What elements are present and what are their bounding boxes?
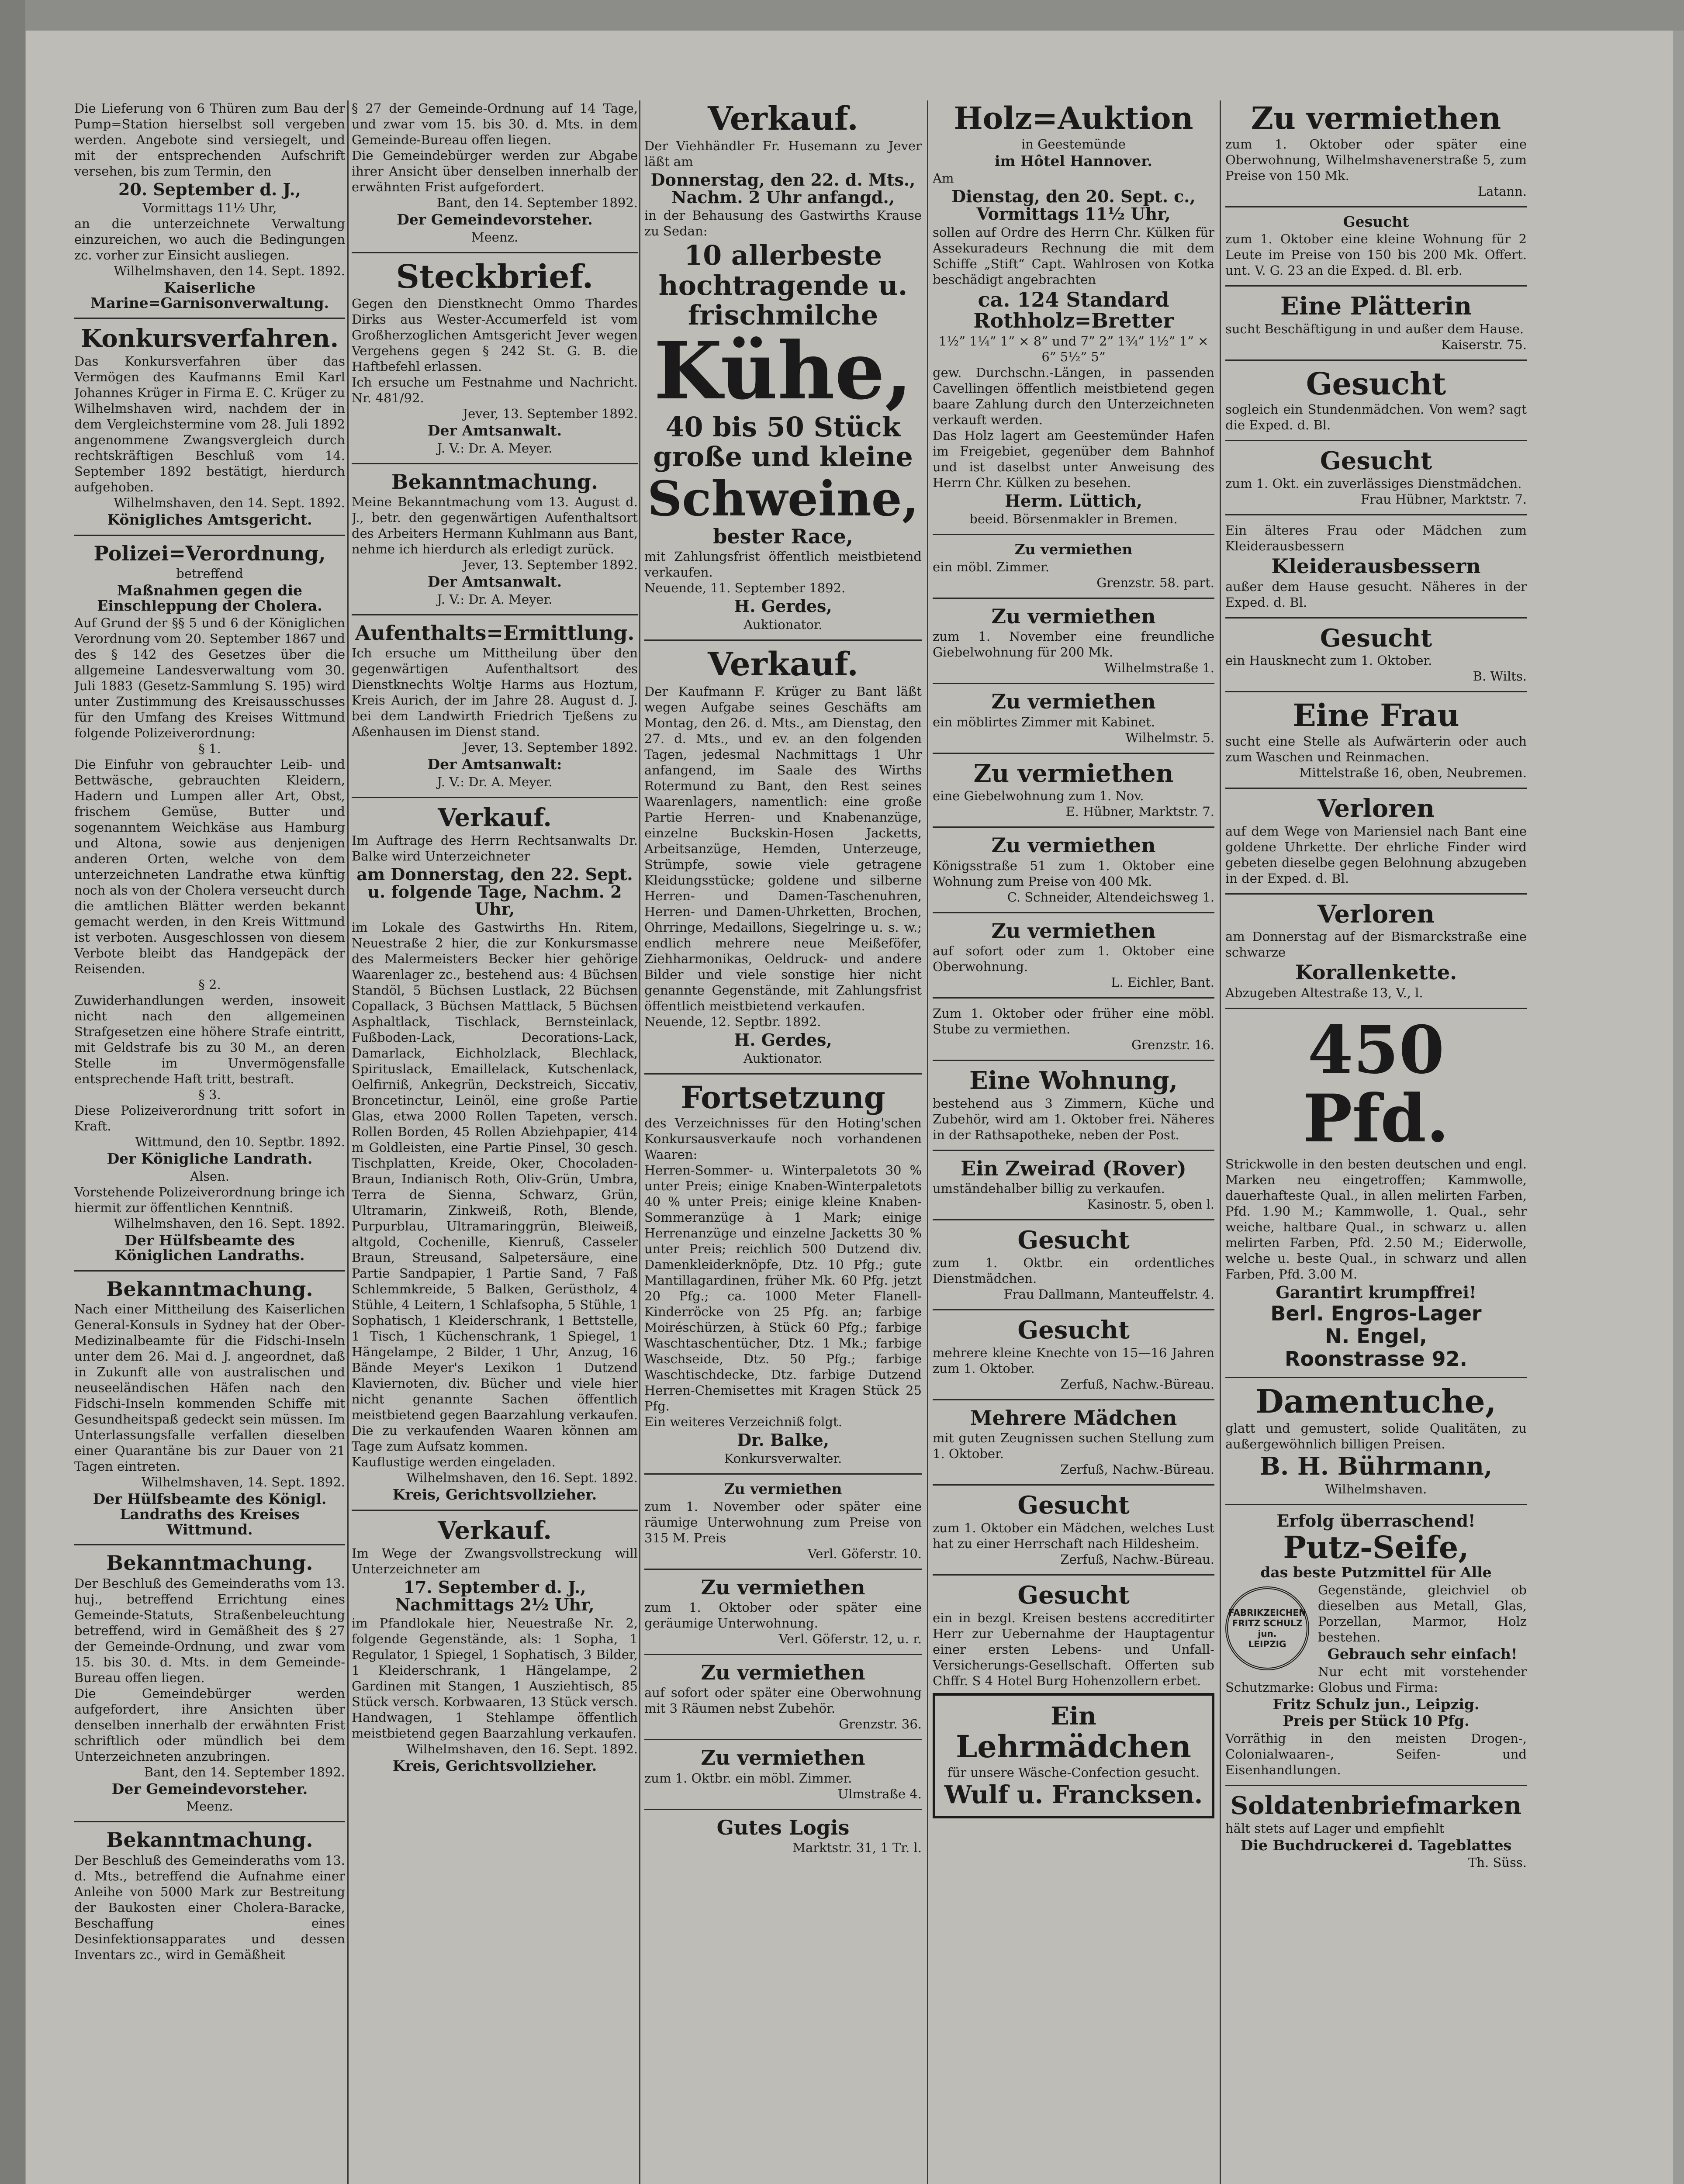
separator-rule — [933, 1574, 1214, 1576]
subheading: Gebrauch sehr einfach! — [1327, 1645, 1518, 1663]
subheading: Kreis, Gerichtsvollzieher. — [392, 1757, 597, 1774]
separator-rule — [644, 639, 922, 641]
signature-line: Jever, 13. September 1892. — [463, 406, 638, 422]
subheading: Der Amtsanwalt. — [427, 422, 562, 439]
section-heading: Bekanntmachung. — [106, 1828, 313, 1852]
display-text: 40 bis 50 Stück große und kleine — [653, 411, 913, 473]
centered-line: Auktionator. — [743, 617, 823, 632]
separator-rule — [74, 1544, 345, 1545]
centered-line: Alsen. — [190, 1168, 230, 1184]
centered-line: Vormittags 11½ Uhr, — [142, 200, 277, 215]
separator-rule — [933, 997, 1214, 999]
centered-line: J. V.: Dr. A. Meyer. — [437, 591, 553, 607]
paragraph: mit Zahlungsfrist öffentlich meistbietend verkaufen. — [644, 549, 922, 580]
paragraph: Ich ersuche um Festnahme und Nachricht. Nr. 481/92. — [352, 375, 638, 406]
column-rule — [639, 100, 640, 2184]
paragraph: Die Einfuhr von gebrauchter Leib- und Bettwäsche, gebrauchten Kleidern, Hadern und Lumpen aller Art, Obst, frischem Gemüse, Butter und sogenanntem Weichkäse aus Hamburg und Altona, sowie aus denjenigen anderen Orten, welche von dem unterzeichneten Landrathe etwa künftig noch als von der Cholera verseucht durch die amtlichen Blätter werden bekannt gemacht werden, in den Kreis Wittmund ist verboten. Ausgeschlossen von diesem Verbote bleibt das Handgepäck der Reisenden. — [74, 757, 345, 977]
signature-line: Wilhelmshaven, den 14. Sept. 1892. — [114, 263, 345, 278]
signature-line: Frau Dallmann, Manteuffelstr. 4. — [1003, 1286, 1214, 1302]
subheading: Gesucht — [1343, 213, 1409, 230]
section-heading: Aufenthalts=Ermittlung. — [355, 621, 635, 645]
section-heading: Korallenkette. — [1295, 961, 1457, 985]
display-sans: N. Engel, — [1325, 1324, 1427, 1348]
ad-headline: Gesucht — [1320, 446, 1432, 476]
ad-headline: Lehrmädchen — [956, 1728, 1191, 1765]
signature-line: B. Wilts. — [1473, 669, 1527, 684]
section-heading: Zu vermiethen — [991, 690, 1156, 714]
ad-headline: B. H. Bührmann, — [1259, 1452, 1493, 1481]
paragraph: Das Holz lagert am Geestemünder Hafen im Freigebiet, gegenüber dem Bahnhof und ist daselbst unter Anweisung des Herrn Chr. Külken zu besehen. — [933, 428, 1214, 490]
display-sans: Roonstrasse 92. — [1285, 1347, 1467, 1371]
signature-line: Mittelstraße 16, oben, Neubremen. — [1299, 765, 1527, 780]
column-2 — [352, 100, 638, 2184]
separator-rule — [74, 1270, 345, 1272]
date-line: Dr. Balke, — [737, 1430, 829, 1450]
subheading: Der Gemeindevorsteher. — [111, 1780, 308, 1797]
paragraph: Abzugeben Altestraße 13, V., l. — [1225, 985, 1423, 1000]
separator-rule — [1225, 285, 1527, 287]
centered-line: Wilhelmshaven. — [1325, 1481, 1427, 1496]
section-heading: Zu vermiethen — [991, 605, 1156, 629]
ad-headline: Verkauf. — [708, 100, 858, 138]
paragraph: Zum 1. Oktober oder früher eine möbl. Stube zu vermiethen. — [933, 1006, 1214, 1037]
paragraph: Nur echt mit vorstehender Schutzmarke: Globus und Firma: — [1225, 1664, 1527, 1695]
separator-rule — [933, 1219, 1214, 1220]
column-1 — [74, 100, 345, 2184]
signature-line: Frau Hübner, Marktstr. 7. — [1360, 492, 1527, 507]
centered-line: J. V.: Dr. A. Meyer. — [437, 774, 553, 789]
paragraph: zum 1. Oktbr. ein möbl. Zimmer. — [644, 1770, 852, 1786]
paragraph: zum 1. Okt. ein zuverlässiges Dienstmädchen. — [1225, 476, 1522, 491]
paragraph: bestehend aus 3 Zimmern, Küche und Zubehör, wird am 1. Oktober frei. Näheres in der Rathsapotheke, neben der Post. — [933, 1095, 1214, 1142]
paragraph: auf sofort oder später eine Oberwohnung mit 3 Räumen nebst Zubehör. — [644, 1685, 922, 1716]
paragraph: Die Gemeindebürger werden aufgefordert, ihre Ansichten über denselben innerhalb der erwähnten Frist schriftlich oder mündlich bei dem Unterzeichneten anzubringen. — [74, 1686, 345, 1764]
signature-line: Grenzstr. 16. — [1131, 1037, 1214, 1053]
subheading: Der Amtsanwalt: — [427, 756, 562, 773]
section-heading: Kleiderausbessern — [1271, 554, 1481, 578]
ad-headline: Holz=Auktion — [954, 100, 1193, 136]
ad-headline: Gesucht — [1320, 623, 1432, 653]
display-number: 450 Pfd. — [1303, 1011, 1449, 1158]
paragraph: Gegen den Dienstknecht Ommo Thardes Dirks aus Wester-Accumerfeld ist vom Großherzoglichen Amtsgericht Jever wegen Vergehens gegen § 242 St. G. B. die Haftbefehl erlassen. — [352, 296, 638, 374]
separator-rule — [644, 1073, 922, 1075]
signature-line: Grenzstr. 58. part. — [1096, 575, 1214, 591]
display-word: Schweine, — [647, 470, 919, 527]
section-heading: Bekanntmachung. — [106, 1277, 313, 1301]
separator-rule — [1225, 1008, 1527, 1009]
paragraph: Neuende, 12. Septbr. 1892. — [644, 1014, 821, 1029]
subheading: das beste Putzmittel für Alle — [1260, 1564, 1492, 1581]
paragraph: Meine Bekanntmachung vom 13. August d. J., betr. den gegenwärtigen Aufenthaltsort des Arbeiters Hermann Kuhlmann aus Bant, nehme ich hierdurch als erledigt zurück. — [352, 494, 638, 557]
separator-rule — [1225, 788, 1527, 789]
paragraph: ein möblirtes Zimmer mit Kabinet. — [933, 714, 1155, 729]
paragraph: zum 1. Oktober eine kleine Wohnung für 2 Leute im Preise von 150 bis 200 Mk. Offert. unt. V. G. 23 an die Exped. d. Bl. erb. — [1225, 232, 1527, 278]
paragraph: in der Behausung des Gastwirths Krause zu Sedan: — [644, 208, 922, 239]
paragraph: zum 1. November eine freundliche Giebelwohnung für 200 Mk. — [933, 629, 1214, 660]
centered-line: Konkursverwalter. — [724, 1451, 842, 1466]
paragraph: Ich ersuche um Mittheilung über den gegenwärtigen Aufenthaltsort des Dienstknechts Woltje Harms aus Hoztum, Kreis Aurich, der im Jahre 28. August d. J. bei dem Landwirth Friedrich Tjeßens zu Aßenhausen im Dienst stand. — [352, 646, 638, 740]
ad-headline: Konkursverfahren. — [80, 324, 339, 353]
separator-rule — [933, 598, 1214, 599]
subheading: Preis per Stück 10 Pfg. — [1283, 1712, 1470, 1730]
separator-rule — [1225, 1377, 1527, 1378]
paragraph: Vorräthig in den meisten Drogen-, Colonialwaaren-, Seifen- und Eisenhandlungen. — [1225, 1731, 1527, 1777]
ad-headline: Gesucht — [1017, 1580, 1130, 1610]
ad-headline: Gesucht — [1017, 1315, 1130, 1344]
paragraph: zum 1. Oktober oder später eine geräumige Unterwohnung. — [644, 1600, 922, 1631]
subheading: Zu vermiethen — [1014, 541, 1133, 558]
display-text: 10 allerbeste hochtragende u. frischmilche — [658, 239, 908, 331]
section-heading: Gutes Logis — [716, 1815, 850, 1839]
ad-headline: Verkauf. — [438, 1516, 552, 1545]
ad-headline: Eine Frau — [1293, 697, 1459, 734]
column-rule — [927, 100, 928, 2184]
paragraph: Auf Grund der §§ 5 und 6 der Königlichen Verordnung vom 20. September 1867 und des § 142 des Gesetzes über die allgemeine Landesverwaltung vom 30. Juli 1883 (Gesetz-Sammlung S. 195) wird unter Zustimmung des Kreisausschusses für den Umfang des Kreises Wittmund folgende Polizeiverordnung: — [74, 615, 345, 741]
section-heading: Zu vermiethen — [701, 1746, 865, 1770]
section-heading: Bekanntmachung. — [391, 470, 598, 494]
separator-rule — [74, 1821, 345, 1822]
paragraph: Der Viehhändler Fr. Husemann zu Jever läßt am — [644, 138, 922, 169]
paragraph: ein in bezgl. Kreisen bestens accreditirter Herr zur Uebernahme der Hauptagentur einer ersten Lebens- und Unfall-Versicherungs-Gesellschaft. Offerten sub Chffr. S 4 Hotel Burg Hohenzollern erbet. — [933, 1610, 1214, 1688]
section-heading: bester Race, — [713, 524, 853, 548]
date-line: 20. September d. J., — [118, 180, 301, 199]
separator-rule — [644, 1809, 922, 1810]
signature-line: Ulmstraße 4. — [837, 1786, 922, 1801]
separator-rule — [74, 535, 345, 536]
separator-rule — [933, 683, 1214, 684]
signature-line: Wilhelmshaven, den 14. Sept. 1892. — [114, 495, 345, 510]
subheading: Kreis, Gerichtsvollzieher. — [392, 1486, 597, 1503]
centered-line: in Geestemünde — [1021, 136, 1126, 152]
paragraph: im Lokale des Gastwirths Hn. Ritem, Neuestraße 2 hier, die zur Konkursmasse des Malermeisters Becker hier gehörige Waarenlager zc., bestehend aus: 4 Büchsen Standöl, 5 Büchsen Lustlack, 22 Büchsen Copallack, 3 Büchsen Mattlack, 5 Büchsen Asphaltlack, Tischlack, Bernsteinlack, Fußboden-Lack, Decorations-Lack, Damarlack, Eichholzlack, Blechlack, Spirituslack, Emaillelack, Kutschenlack, Oelfirniß, Ankegrün, Deckstreich, Siccativ, Broncetinctur, Leinöl, eine große Partie Glas, etwa 2000 Rollen Tapeten, versch. Rollen Borden, 45 Rollen Abziehpapier, 414 m Goldleisten, eine Partie Pinsel, 30 gesch. Tischplatten, Kreide, Oker, Chocoladen-Braun, Indianisch Roth, Oliv-Grün, Umbra, Terra de Sienna, Schwarz, Grün, Ultramarin, Zinkweiß, Roth, Blende, Purpurblau, Ultramaringgrün, Bleiweiß, altgold, Cochenille, Kienruß, Casseler Braun, Streusand, Salpetersäure, eine Partie Sandpapier, 1 Partie Sand, 7 Faß Schlemmkreide, 5 Balken, Gerüstholz, 4 Stühle, 4 Leitern, 1 Schlafsopha, 5 Stühle, 1 Sophatisch, 1 Kleiderschrank, 1 Bettstelle, 1 Tisch, 1 Küchenschrank, 1 Spiegel, 1 Hängelampe, 2 Bilder, 1 Uhr, Anzug, 16 Bände Meyer's Lexikon 1 Dutzend Klaviernoten, div. Bücher und viele hier nicht genannte Sachen öffentlich meistbietend gegen Baarzahlung verkaufen. Die zu verkaufenden Waaren können am Tage zum Aufsatz kommen. — [352, 920, 638, 1454]
ad-headline: Soldatenbriefmarken — [1230, 1791, 1522, 1820]
signature-line: Zerfuß, Nachw.-Büreau. — [1060, 1552, 1214, 1567]
paragraph: mehrere kleine Knechte von 15—16 Jahren zum 1. Oktober. — [933, 1345, 1214, 1376]
centered-line: Auktionator. — [743, 1051, 823, 1066]
section-heading: Zu vermiethen — [701, 1661, 865, 1684]
paragraph: hält stets auf Lager und empfiehlt — [1225, 1821, 1445, 1836]
paragraph: des Verzeichnisses für den Hoting'schen Konkursausverkaufe noch vorhandenen Waaren: — [644, 1116, 922, 1162]
section-heading: Polizei=Verordnung, — [93, 541, 326, 565]
ad-headline: Putz-Seife, — [1283, 1529, 1469, 1565]
paragraph: umständehalber billig zu verkaufen. — [933, 1181, 1165, 1196]
section-heading: Ein Zweirad (Rover) — [961, 1156, 1186, 1180]
signature-line: Latann. — [1477, 183, 1527, 199]
centered-line: § 1. — [198, 741, 221, 757]
date-line: 17. September d. J., Nachmittags 2½ Uhr, — [395, 1577, 595, 1614]
paragraph: Ein weiteres Verzeichniß folgt. — [644, 1414, 842, 1430]
separator-rule — [352, 1510, 638, 1511]
separator-rule — [1225, 440, 1527, 441]
separator-rule — [352, 252, 638, 253]
signature-line: Zerfuß, Nachw.-Büreau. — [1060, 1376, 1214, 1392]
paragraph: sollen auf Ordre des Herrn Chr. Külken für Assekuradeurs Rechnung die mit dem Schiffe „Stift“ Capt. Wahlrosen von Kotka beschädigt angebrachten — [933, 225, 1214, 287]
separator-rule — [644, 1739, 922, 1740]
adjacent-page-edge — [0, 0, 25, 2184]
signature-line: C. Schneider, Altendeichsweg 1. — [1007, 889, 1214, 905]
trademark-seal-icon — [1225, 1586, 1309, 1670]
date-line: Herm. Lüttich, — [1005, 491, 1142, 511]
paragraph: Strickwolle in den besten deutschen und engl. Marken neu eingetroffen; Kammwolle, dauerhafteste Qual., in allen melirten Farben, Pfd. 1.90 M.; Kammwolle, 1. Qual., sehr weiche, haltbare Qual., in schwarz u. allen melirten Farben, Pfd. 2.50 M.; Eiderwolle, welche u. beste Qual., in schwarz und allen Farben, Pfd. 3.00 M. — [1225, 1156, 1527, 1282]
column-3 — [644, 100, 922, 2184]
separator-rule — [1225, 893, 1527, 895]
subheading: Maßnahmen gegen die Einschleppung der Cholera. — [97, 581, 322, 614]
centered-line: beeid. Börsenmakler in Bremen. — [969, 511, 1178, 527]
subheading: Der Hülfsbeamte des Königlichen Landraths. — [114, 1231, 305, 1264]
subheading: Fritz Schulz jun., Leipzig. — [1273, 1695, 1480, 1713]
ad-headline: Gesucht — [1017, 1491, 1130, 1520]
paragraph: Kauflustige werden eingeladen. — [352, 1455, 556, 1470]
date-line: Erfolg überraschend! — [1276, 1510, 1476, 1531]
separator-rule — [933, 1399, 1214, 1400]
date-line: Garantirt krumpffrei! — [1276, 1282, 1477, 1302]
paragraph: zum 1. November oder später eine räumige Unterwohnung zum Preise von 315 M. Preis — [644, 1499, 922, 1545]
ad-headline: Zu vermiethen — [1251, 100, 1501, 136]
signature-line: L. Eichler, Bant. — [1111, 975, 1214, 990]
paragraph: § 27 der Gemeinde-Ordnung auf 14 Tage, und zwar vom 15. bis 30. d. Mts. in dem Gemeinde-Bureau offen liegen. — [352, 101, 638, 147]
signature-line: Bant, den 14. September 1892. — [436, 195, 638, 210]
centered-line: § 3. — [198, 1087, 221, 1102]
column-rule — [1220, 100, 1221, 2184]
section-heading: Mehrere Mädchen — [970, 1406, 1177, 1430]
ad-headline: Gesucht — [1017, 1226, 1130, 1255]
paragraph: Zuwiderhandlungen werden, insoweit nicht nach den allgemeinen Strafgesetzen eine höhere Strafe eintritt, mit Geldstrafe bis zu 30 M., an deren Stelle im Unvermögensfalle entsprechende Haft tritt, bestraft. — [74, 993, 345, 1087]
signature-line: Grenzstr. 36. — [839, 1717, 922, 1732]
ad-headline: Verkauf. — [438, 803, 552, 832]
date-line: Dienstag, den 20. Sept. c., Vormittags 11½ Uhr, — [951, 187, 1196, 224]
section-heading: Zu vermiethen — [991, 833, 1156, 857]
date-line: Donnerstag, den 22. d. Mts., Nachm. 2 Uhr anfangd., — [650, 169, 916, 207]
signature-line: E. Hübner, Marktstr. 7. — [1065, 804, 1214, 819]
paragraph: an die unterzeichnete Verwaltung einzureichen, wo auch die Bedingungen zc. vorher zur Einsicht ausliegen. — [74, 216, 345, 263]
paragraph: sucht Beschäftigung in und außer dem Hause. — [1225, 321, 1524, 336]
paragraph: mit guten Zeugnissen suchen Stellung zum 1. Oktober. — [933, 1431, 1214, 1462]
separator-rule — [352, 614, 638, 615]
signature-line: Jever, 13. September 1892. — [463, 557, 638, 573]
ad-headline: Verkauf. — [708, 646, 858, 684]
separator-rule — [933, 1484, 1214, 1486]
signature-line: Zerfuß, Nachw.-Büreau. — [1060, 1462, 1214, 1477]
ad-headline: Fortsetzung — [681, 1079, 885, 1116]
separator-rule — [74, 318, 345, 319]
subheading: Der Königliche Landrath. — [107, 1150, 313, 1168]
display-word: Kühe, — [654, 325, 913, 418]
signature-line: Wilhelmshaven, den 16. Sept. 1892. — [406, 1470, 638, 1486]
paragraph: auf dem Wege von Mariensiel nach Bant eine goldene Uhrkette. Der ehrliche Finder wird gebeten dieselbe gegen Belohnung abzugeben in der Exped. d. Bl. — [1225, 823, 1527, 886]
separator-rule — [933, 1060, 1214, 1061]
ad-headline: Eine Wohnung, — [969, 1066, 1178, 1095]
paragraph: Der Beschluß des Gemeinderaths vom 13. huj., betreffend Errichtung eines Gemeinde-Statuts, Straßenbeleuchtung betreffend, wird in Gemäßheit des § 27 der Gemeinde-Ordnung, und zwar vom 15. bis 30. d. Mts. in dem Gemeinde-Bureau offen liegen. — [74, 1576, 345, 1685]
separator-rule — [1225, 359, 1527, 361]
section-heading: Bekanntmachung. — [106, 1551, 313, 1575]
separator-rule — [1225, 617, 1527, 619]
centered-line: § 2. — [198, 977, 221, 992]
paragraph: Der Beschluß des Gemeinderaths vom 13. d. Mts., betreffend die Aufnahme einer Anleihe von 5000 Mark zur Bestreitung der Baukosten einer Cholera-Baracke, Beschaffung eines Desinfektionsapparates und dessen Inventars zc., wird in Gemäßheit — [74, 1852, 345, 1962]
paragraph: Herren-Sommer- u. Winterpaletots 30 % unter Preis; einige Knaben-Winterpaletots 40 % unter Preis; einige kleine Knaben-Sommeranzüge à 1 Mark; einige Herrenanzüge und einzelne Jacketts 30 % unter Preis; reichlich 500 Dutzend div. Damenkleiderknöpfe, Dtz. 10 Pfg.; gute Mantillagardinen, früher Mk. 60 Pfg. jetzt 20 Pfg.; ca. 1000 Meter Flanell-Kinderröcke von 25 Pfg. an; farbige Moiréschürzen, à Stück 60 Pfg.; farbige Waschtaschentücher, Dtz. 1 Mk.; farbige Waschseide, Dtz. 50 Pfg.; farbige Waschtischdecke, Dtz. farbige Dutzend Herren-Chemisettes mit Kragen Stück 25 Pfg. — [644, 1163, 922, 1414]
separator-rule — [644, 1473, 922, 1475]
separator-rule — [933, 912, 1214, 913]
subheading: Der Amtsanwalt. — [427, 573, 562, 591]
centered-line: Meenz. — [471, 229, 519, 245]
signature-line: Kasinostr. 5, oben l. — [1087, 1197, 1214, 1212]
centered-line: Meenz. — [186, 1799, 233, 1814]
separator-rule — [933, 753, 1214, 754]
ad-headline: Gesucht — [1306, 365, 1446, 402]
signature-line: Jever, 13. September 1892. — [463, 740, 638, 755]
separator-rule — [1225, 514, 1527, 515]
separator-rule — [352, 797, 638, 798]
subheading: Die Buchdruckerei d. Tageblattes — [1240, 1836, 1512, 1854]
subheading: Der Hülfsbeamte des Königl. Landraths des Kreises Wittmund. — [93, 1490, 327, 1538]
framed-ad — [933, 1693, 1214, 1818]
paragraph: Königsstraße 51 zum 1. Oktober eine Wohnung zum Preise von 400 Mk. — [933, 858, 1214, 889]
paragraph: am Donnerstag auf der Bismarckstraße eine schwarze — [1225, 929, 1527, 960]
signature-line: Wilhelmshaven, 14. Sept. 1892. — [141, 1475, 345, 1490]
seal-text: LEIPZIG — [1248, 1639, 1286, 1650]
ad-headline: Steckbrief. — [396, 258, 594, 296]
column-rule — [347, 100, 349, 2184]
separator-rule — [1225, 206, 1527, 207]
paragraph: Am — [933, 171, 954, 186]
separator-rule — [933, 1150, 1214, 1151]
date-line: H. Gerdes, — [734, 596, 832, 616]
paragraph: Im Auftrage des Herrn Rechtsanwalts Dr. Balke wird Unterzeichneter — [352, 833, 638, 864]
section-heading: Zu vermiethen — [701, 1575, 865, 1599]
centered-line: betreffend — [176, 566, 243, 581]
paragraph: sogleich ein Stundenmädchen. Von wem? sagt die Exped. d. Bl. — [1225, 402, 1527, 433]
signature-line: Wilhelmstr. 5. — [1125, 730, 1214, 745]
centered-line: 1½” 1¼” 1” × 8” und 7” 2” 1¾” 1½” 1” × 6” 5½” 5” — [938, 333, 1209, 364]
paragraph: Nach einer Mittheilung des Kaiserlichen General-Konsuls in Sydney hat der Ober-Medizinalbeamte für die Fidschi-Inseln unter dem 26. Mai d. J. angeordnet, daß in Zukunft alle von australischen und neuseeländischen Häfen nach den Fidschi-Inseln kommenden Schiffe mit Gesundheitspaß gedeckt sein müssen. Im Unterlassungsfalle verfallen dieselben einer Quarantäne bis zur Dauer von 21 Tagen eintreten. — [74, 1302, 345, 1474]
signature-line: Verl. Göferstr. 12, u. r. — [778, 1631, 922, 1646]
subheading: im Hôtel Hannover. — [995, 152, 1152, 169]
column-4 — [933, 100, 1214, 2184]
paragraph: zum 1. Oktober oder später eine Oberwohnung, Wilhelmshavenerstraße 5, zum Preise von 150 Mk. — [1225, 136, 1527, 183]
paragraph: Diese Polizeiverordnung tritt sofort in Kraft. — [74, 1103, 345, 1134]
separator-rule — [933, 1309, 1214, 1310]
section-heading: Zu vermiethen — [991, 919, 1156, 943]
column-5 — [1225, 100, 1527, 2184]
paragraph: Die Lieferung von 6 Thüren zum Bau der Pump=Station hierselbst soll vergeben werden. Angebote sind versiegelt, und mit der entsprechenden Aufschrift versehen, bis zum Termin, den — [74, 101, 345, 179]
centered-line: für unsere Wäsche-Confection gesucht. — [947, 1765, 1200, 1780]
paragraph: glatt und gemustert, solide Qualitäten, zu außergewöhnlich billigen Preisen. — [1225, 1421, 1527, 1452]
paragraph: eine Giebelwohnung zum 1. Nov. — [933, 788, 1144, 804]
signature-line: Verl. Göferstr. 10. — [807, 1546, 922, 1561]
subheading: Zu vermiethen — [724, 1480, 842, 1498]
separator-rule — [933, 534, 1214, 535]
scan-top-edge — [0, 0, 1684, 31]
paragraph: ein Hausknecht zum 1. Oktober. — [1225, 653, 1432, 668]
paragraph: Im Wege der Zwangsvollstreckung will Unterzeichneter am — [352, 1545, 638, 1576]
ad-headline: Verloren — [1317, 899, 1435, 929]
paragraph: ein möbl. Zimmer. — [933, 560, 1050, 575]
separator-rule — [1225, 691, 1527, 692]
seal-text: FABRIKZEICHEN — [1228, 1607, 1306, 1618]
signature-line: Wilhelmstraße 1. — [1104, 660, 1214, 676]
date-line: am Donnerstag, den 22. Sept. u. folgende Tage, Nachm. 2 Uhr, — [356, 864, 633, 919]
paragraph: Gegenstände, gleichviel ob dieselben aus Metall, Glas, Porzellan, Marmor, Holz bestehen. — [1318, 1583, 1527, 1645]
separator-rule — [644, 1654, 922, 1655]
ad-headline: Eine Plätterin — [1280, 292, 1472, 321]
subheading: Der Gemeindevorsteher. — [397, 211, 593, 228]
ad-headline: Ein — [1051, 1701, 1096, 1731]
ad-headline: Damentuche, — [1255, 1382, 1497, 1420]
paragraph: Die Gemeindebürger werden zur Abgabe ihrer Ansicht über denselben innerhalb der erwähnten Frist aufgefordert. — [352, 148, 638, 194]
separator-rule — [644, 1569, 922, 1570]
seal-text: FRITZ SCHULZ jun. — [1232, 1618, 1303, 1639]
paragraph: sucht eine Stelle als Aufwärterin oder auch zum Waschen und Reinmachen. — [1225, 733, 1527, 764]
section-heading: ca. 124 Standard Rothholz=Bretter — [973, 287, 1174, 333]
paragraph: zum 1. Oktbr. ein ordentliches Dienstmädchen. — [933, 1255, 1214, 1286]
centered-line: J. V.: Dr. A. Meyer. — [437, 440, 553, 456]
paragraph: zum 1. Oktober ein Mädchen, welches Lust hat zu einer Herrschaft nach Hildesheim. — [933, 1520, 1214, 1551]
signature-line: Wittmund, den 10. Septbr. 1892. — [135, 1134, 345, 1150]
paragraph: auf sofort oder zum 1. Oktober eine Oberwohnung. — [933, 943, 1214, 975]
paragraph: Ein älteres Frau oder Mädchen zum Kleiderausbessern — [1225, 523, 1527, 554]
paragraph: Der Kaufmann F. Krüger zu Bant läßt wegen Aufgabe seines Geschäfts am Montag, den 26. d. Mts., am Dienstag, den 27. d. Mts., und ev. an den folgenden Tagen, jedesmal Nachmittags 1 Uhr anfangend, im Saale des Wirths Rotermund zu Bant, den Rest seines Waarenlagers, namentlich: eine große Partie Herren- und Knabenanzüge, einzelne Buckskin-Hosen Jacketts, Arbeitsanzüge, Hemden, Unterzeuge, Strümpfe, sowie viele getragene Kleidungsstücke; goldene und silberne Herren- und Damen-Taschenuhren, Herren- und Damen-Uhrketten, Brochen, Ohrringe, Medaillons, Siegelringe u. s. w.; endlich mehrere neue Meißeföfer, Ziehharmonikas, Oeldruck- und andere Bilder und viele sonstige hier nicht genannte Gegenstände, mit Zahlungsfrist öffentlich meistbietend verkaufen. — [644, 684, 922, 1013]
signature-line: Kaiserstr. 75. — [1441, 337, 1527, 352]
signature-line: Wilhelmshaven, den 16. Sept. 1892. — [114, 1216, 345, 1231]
paragraph: Neuende, 11. September 1892. — [644, 581, 846, 596]
separator-rule — [352, 463, 638, 464]
signature-line: Marktstr. 31, 1 Tr. l. — [792, 1840, 922, 1855]
separator-rule — [1225, 1504, 1527, 1505]
subheading: Königliches Amtsgericht. — [107, 511, 312, 528]
paragraph: außer dem Hause gesucht. Näheres in der Exped. d. Bl. — [1225, 579, 1527, 610]
separator-rule — [933, 826, 1214, 828]
paragraph: im Pfandlokale hier, Neuestraße Nr. 2, folgende Gegenstände, als: 1 Sopha, 1 Regulator, 1 Spiegel, 1 Sophatisch, 3 Bilder, 1 Kleiderschrank, 1 Hängelampe, 2 Gardinen mit Stangen, 1 Ausziehtisch, 85 Stück versch. Korbwaaren, 13 Stück versch. Handwagen, 1 Stehlampe öffentlich meistbietend gegen Baarzahlung verkaufen. — [352, 1615, 638, 1741]
ad-headline: Zu vermiethen — [973, 759, 1174, 788]
signature-line: Wilhelmshaven, den 16. Sept. 1892. — [406, 1741, 638, 1756]
paragraph: gew. Durchschn.-Längen, in passenden Cavellingen öffentlich meistbietend gegen baare Zahlung durch den Unterzeichneten verkauft werden. — [933, 365, 1214, 427]
display-sans: Berl. Engros-Lager — [1270, 1301, 1482, 1325]
signature-line: Th. Süss. — [1468, 1855, 1527, 1870]
subheading: Kaiserliche Marine=Garnisonverwaltung. — [90, 279, 329, 311]
separator-rule — [1225, 1785, 1527, 1786]
ad-headline: Wulf u. Francksen. — [944, 1780, 1203, 1809]
paragraph: Vorstehende Polizeiverordnung bringe ich hiermit zur öffentlichen Kenntniß. — [74, 1184, 345, 1215]
signature-line: Bant, den 14. September 1892. — [144, 1764, 345, 1780]
paragraph: Das Konkursverfahren über das Vermögen des Kaufmanns Emil Karl Johannes Krüger in Firma E. C. Krüger zu Wilhelmshaven wird, nachdem der in dem Vergleichstermine vom 28. Juli 1892 angenommene Zwangsvergleich durch rechtskräftigen Beschluß vom 14. September 1892 bestätigt, hierdurch aufgehoben. — [74, 353, 345, 494]
ad-headline: Verloren — [1317, 794, 1435, 823]
date-line: H. Gerdes, — [734, 1030, 832, 1050]
